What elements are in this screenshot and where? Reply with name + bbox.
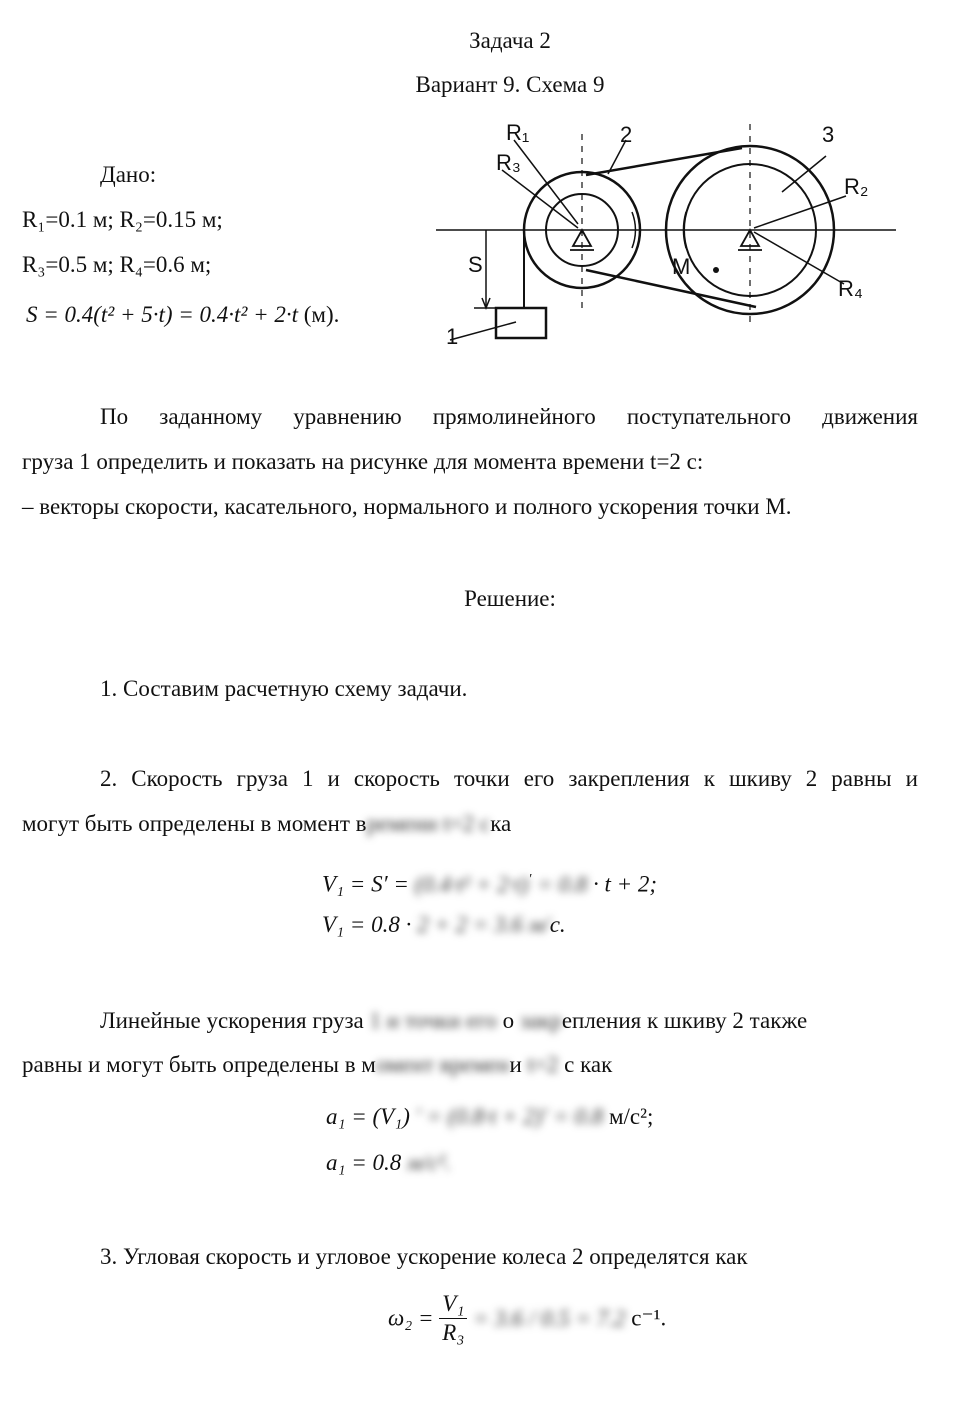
solution-heading: Решение: — [464, 586, 556, 611]
omega-numerator: V₁ — [439, 1290, 467, 1319]
accel-l2-b: и — [509, 1052, 522, 1077]
s-unit: (м). — [303, 302, 340, 327]
a1-equation — [326, 1102, 653, 1132]
statement-line-2: груза 1 определить и показать на рисунке для момента времени t=2 с: — [22, 449, 704, 474]
a1-eq-blurred-2: 0.8 — [574, 1104, 604, 1129]
label-r2: R₂ — [844, 174, 869, 199]
a1-num-blurred: м/с². — [407, 1150, 451, 1175]
label-3: 3 — [822, 122, 835, 147]
step-1: 1. Составим расчетную схему задачи. — [100, 676, 468, 701]
omega-fraction — [439, 1290, 467, 1347]
given-radii-2: R₃=0.5 м; R₄=0.6 м; — [22, 252, 212, 277]
accel-line-2 — [22, 1050, 612, 1080]
accel-l1-a: Линейные ускорения груза — [100, 1008, 364, 1033]
v1-num-blurred: 2 + 2 = 3.6 м/ — [417, 912, 550, 937]
omega-denominator: R₃ — [442, 1320, 465, 1345]
point-m-marker — [713, 267, 719, 273]
v1-eq-mid: = — [537, 871, 553, 897]
label-r4: R₄ — [838, 276, 863, 301]
a1-eq-a: a₁ = (V₁) — [326, 1104, 410, 1129]
task-title: Задача 2 — [469, 28, 551, 53]
step-2-text-a: могут быть определены в момент в — [22, 811, 367, 836]
label-s: S — [468, 252, 483, 277]
label-1: 1 — [446, 324, 459, 349]
variant-title: Вариант 9. Схема 9 — [415, 72, 605, 97]
v1-eq-a: V₁ = S′ = — [322, 871, 409, 897]
a1-eq-mid: = — [553, 1104, 569, 1129]
given-label: Дано: — [100, 162, 157, 187]
a1-eq-blurred: ′ = (0.8·t + 2)′ — [415, 1104, 548, 1129]
omega-unit: с⁻¹. — [631, 1305, 667, 1331]
s-formula: S = 0.4(t² + 5·t) = 0.4·t² + 2·t — [26, 302, 299, 327]
statement-line-1: По заданному уравнению прямолинейного поступательного движения — [100, 404, 918, 429]
v1-equation — [322, 865, 657, 900]
omega-blurred: = 3.6 / 0.5 = 7.2 — [473, 1305, 626, 1331]
accel-line-1 — [100, 1006, 807, 1036]
v1-eq-blurred: (0.4·t² + 2·t) — [414, 871, 529, 897]
accel-l2-blurred-2: t=2 — [527, 1052, 559, 1077]
omega-lhs: ω₂ = — [388, 1305, 434, 1331]
step-2-text-blurred: ремени t=2 с — [366, 811, 491, 836]
step-2-line-1: 2. Скорость груза 1 и скорость точки его закрепления к шкиву 2 равны и — [100, 766, 918, 791]
v1-eq-b: · t + 2; — [592, 871, 658, 897]
step-2-text-b: ка — [490, 811, 512, 836]
step-2-line-2 — [22, 809, 511, 839]
v1-eq-blurred-2: 0.8 — [558, 871, 588, 897]
accel-l2-a: равны и могут быть определены в м — [22, 1052, 376, 1077]
label-2: 2 — [620, 122, 633, 147]
a1-num-a: a₁ = 0.8 — [326, 1150, 402, 1175]
omega-equation — [388, 1290, 666, 1347]
v1-num-b: с. — [549, 912, 566, 937]
given-radii-1: R₁=0.1 м; R₂=0.15 м; — [22, 207, 223, 232]
a1-numeric — [326, 1148, 451, 1178]
statement-line-3: – векторы скорости, касательного, нормального и полного ускорения точки М. — [22, 494, 792, 519]
label-m: M — [672, 254, 691, 279]
accel-l1-blurred: 1 и точки его — [369, 1008, 497, 1033]
accel-l2-c: с как — [564, 1052, 613, 1077]
label-r1: R₁ — [506, 120, 530, 145]
v1-numeric — [322, 910, 566, 940]
v1-eq-prime: ′ — [528, 872, 532, 887]
step-3: 3. Угловая скорость и угловое ускорение колеса 2 определятся как — [100, 1244, 748, 1269]
accel-l2-blurred: омент времен — [375, 1052, 510, 1077]
a1-eq-unit: м/с²; — [608, 1104, 654, 1129]
given-s-equation — [26, 300, 339, 330]
accel-l1-blurred-2: закр — [519, 1008, 562, 1033]
mechanism-diagram — [436, 112, 900, 352]
accel-l1-b: о — [502, 1008, 515, 1033]
accel-l1-c: епления к шкиву 2 также — [561, 1008, 808, 1033]
label-r3: R₃ — [496, 150, 521, 175]
v1-num-a: V₁ = 0.8 · — [322, 912, 412, 937]
